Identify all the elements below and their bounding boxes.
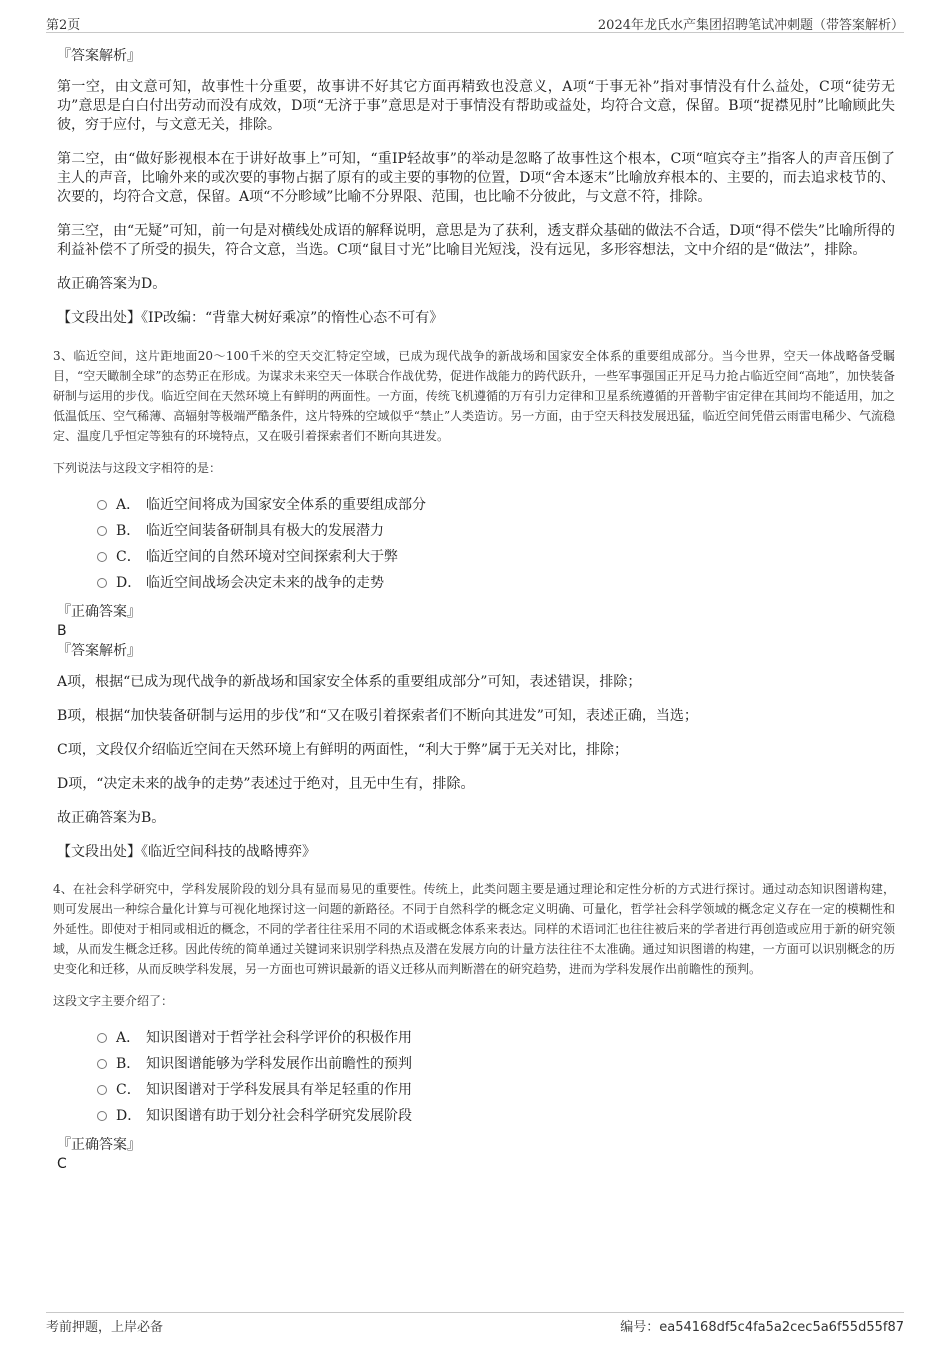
option-c[interactable] bbox=[57, 544, 895, 570]
option-letter: B． bbox=[116, 1056, 141, 1072]
option-c[interactable] bbox=[57, 1077, 895, 1103]
option-letter: C． bbox=[116, 1082, 141, 1098]
option-letter: A． bbox=[116, 497, 141, 513]
analysis-tag: 『答案解析』 bbox=[57, 48, 141, 64]
page-number: 第2页 bbox=[46, 18, 81, 33]
radio-button-icon[interactable] bbox=[97, 578, 107, 588]
option-a[interactable] bbox=[57, 492, 895, 518]
option-text: 临近空间的自然环境对空间探索利大于弊 bbox=[146, 549, 398, 565]
option-letter: A． bbox=[116, 1030, 141, 1046]
option-list bbox=[57, 492, 895, 596]
analysis-paragraph: D项，“决定未来的战争的走势”表述过于绝对，且无中生有，排除。 bbox=[57, 776, 475, 792]
option-text: 临近空间将成为国家安全体系的重要组成部分 bbox=[146, 497, 426, 513]
question-prompt: 这段文字主要介绍了： bbox=[53, 994, 174, 1008]
question-text: 4、在社会科学研究中，学科发展阶段的划分具有显而易见的重要性。传统上，此类问题主要是通过理论和定性分析的方式进行探讨。通过动态知识图谱构建，则可发展出一种综合量化计算与可视化地探讨这一问题的新路径。不同于自然科学的概念定义明确、可量化，哲学社会科学领域的概念定义存在一定的模糊性和外延性。即使对于相同或相近的概念，不同的学者往往采用不同的术语或概念体系来表达。同样的术语词汇也往往被后来的学者进行再创造或应用于新的研究领域，从而发生概念迁移。因此传统的简单通过关键词来识别学科热点及潜在发展方向的计量方法往往不太准确。通过知识图谱的构建，一方面可以识别概念的历史变化和迁移，从而反映学科发展，另一方面也可辨识最新的语义迁移从而判断潜在的研究趋势，进而为学科发展作出前瞻性的预判。 bbox=[53, 882, 895, 976]
document-body bbox=[53, 46, 895, 1174]
analysis-paragraph: 第三空，由“无疑”可知，前一句是对横线处成语的解释说明，意思是为了获利，透支群众基础的做法不合适，D项“得不偿失”比喻所得的利益补偿不了所受的损失，符合文意，当选。C项“鼠目寸光”比喻目光短浅，没有远见，多形容想法，文中介绍的是“做法”，排除。 bbox=[57, 223, 895, 258]
option-text: 知识图谱有助于划分社会科学研究发展阶段 bbox=[146, 1108, 412, 1124]
analysis-paragraph: B项，根据“加快装备研制与运用的步伐”和“又在吸引着探索者们不断向其进发”可知，表述正确，当选； bbox=[57, 708, 698, 724]
radio-button-icon[interactable] bbox=[97, 1033, 107, 1043]
option-b[interactable] bbox=[57, 518, 895, 544]
analysis-tag: 『答案解析』 bbox=[57, 643, 141, 659]
answer-tag: 『正确答案』 bbox=[57, 1137, 141, 1153]
correct-answer: C bbox=[57, 1156, 67, 1172]
analysis-paragraph: 第二空，由“做好影视根本在于讲好故事上”可知，“重IP轻故事”的举动是忽略了故事性这个根本，C项“喧宾夺主”指客人的声音压倒了主人的声音，比喻外来的或次要的事物占据了原有的或主要的事物的位置，D项“舍本逐末”比喻放弃根本的、主要的，而去追求枝节的、次要的，均符合文意，保留。A项“不分畛域”比喻不分界限、范围，也比喻不分彼此，与文意不符，排除。 bbox=[57, 151, 895, 205]
option-letter: B． bbox=[116, 523, 141, 539]
question-prompt: 下列说法与这段文字相符的是： bbox=[53, 461, 222, 475]
radio-button-icon[interactable] bbox=[97, 1085, 107, 1095]
footer-slogan: 考前押题，上岸必备 bbox=[46, 1320, 164, 1335]
analysis-paragraph: A项，根据“已成为现代战争的新战场和国家安全体系的重要组成部分”可知，表述错误，排除； bbox=[57, 674, 642, 690]
analysis-paragraph: C项，文段仅介绍临近空间在天然环境上有鲜明的两面性，“利大于弊”属于无关对比，排除； bbox=[57, 742, 629, 758]
radio-button-icon[interactable] bbox=[97, 526, 107, 536]
option-text: 知识图谱对于学科发展具有举足轻重的作用 bbox=[146, 1082, 412, 1098]
radio-button-icon[interactable] bbox=[97, 1059, 107, 1069]
option-text: 临近空间装备研制具有极大的发展潜力 bbox=[146, 523, 384, 539]
source-citation: 【文段出处】《IP改编：“背靠大树好乘凉”的惰性心态不可有》 bbox=[57, 310, 444, 326]
radio-button-icon[interactable] bbox=[97, 552, 107, 562]
option-d[interactable] bbox=[57, 1103, 895, 1129]
page-header bbox=[46, 12, 904, 33]
document-title: 2024年龙氏水产集团招聘笔试冲刺题（带答案解析） bbox=[597, 18, 904, 33]
radio-button-icon[interactable] bbox=[97, 500, 107, 510]
document-code bbox=[620, 1316, 904, 1335]
option-text: 临近空间战场会决定未来的战争的走势 bbox=[146, 575, 384, 591]
conclusion: 故正确答案为D。 bbox=[57, 276, 167, 292]
option-list bbox=[57, 1025, 895, 1129]
source-citation: 【文段出处】《临近空间科技的战略博弈》 bbox=[57, 844, 316, 860]
option-letter: D． bbox=[116, 575, 142, 591]
option-letter: C． bbox=[116, 549, 141, 565]
answer-tag: 『正确答案』 bbox=[57, 604, 141, 620]
option-d[interactable] bbox=[57, 570, 895, 596]
option-b[interactable] bbox=[57, 1051, 895, 1077]
option-text: 知识图谱能够为学科发展作出前瞻性的预判 bbox=[146, 1056, 412, 1072]
correct-answer: B bbox=[57, 623, 67, 639]
analysis-paragraph: 第一空，由文意可知，故事性十分重要，故事讲不好其它方面再精致也没意义，A项“于事无补”指对事情没有什么益处，C项“徒劳无功”意思是白白付出劳动而没有成效，D项“无济于事”意思是对于事情没有帮助或益处，均符合文意，保留。B项“捉襟见肘”比喻顾此失彼，穷于应付，与文意无关，排除。 bbox=[57, 79, 895, 133]
question-text: 3、临近空间，这片距地面20～100千米的空天交汇特定空域，已成为现代战争的新战场和国家安全体系的重要组成部分。当今世界，空天一体战略备受瞩目，“空天瞰制全球”的态势正在形成。为谋求未来空天一体联合作战优势，促进作战能力的跨代跃升，一些军事强国正开足马力抢占临近空间“高地”，加快装备研制与运用的步伐。临近空间在天然环境上有鲜明的两面性。一方面，传统飞机遵循的万有引力定律和卫星系统遵循的开普勒宇宙定律在其间均不能适用，加之低温低压、空气稀薄、高辐射等极端严酷条件，这片特殊的空域似乎“禁止”人类造访。另一方面，由于空天科技发展迅猛，临近空间凭借云雨雷电稀少、气流稳定、温度几乎恒定等独有的环境特点，又在吸引着探索者们不断向其进发。 bbox=[53, 349, 895, 443]
radio-button-icon[interactable] bbox=[97, 1111, 107, 1121]
conclusion: 故正确答案为B。 bbox=[57, 810, 166, 826]
option-a[interactable] bbox=[57, 1025, 895, 1051]
option-letter: D． bbox=[116, 1108, 142, 1124]
code-value: ea54168df5c4fa5a2cec5a6f55d55f87 bbox=[659, 1320, 904, 1335]
page-footer bbox=[46, 1312, 904, 1335]
code-label: 编号： bbox=[620, 1320, 660, 1335]
option-text: 知识图谱对于哲学社会科学评价的积极作用 bbox=[146, 1030, 412, 1046]
